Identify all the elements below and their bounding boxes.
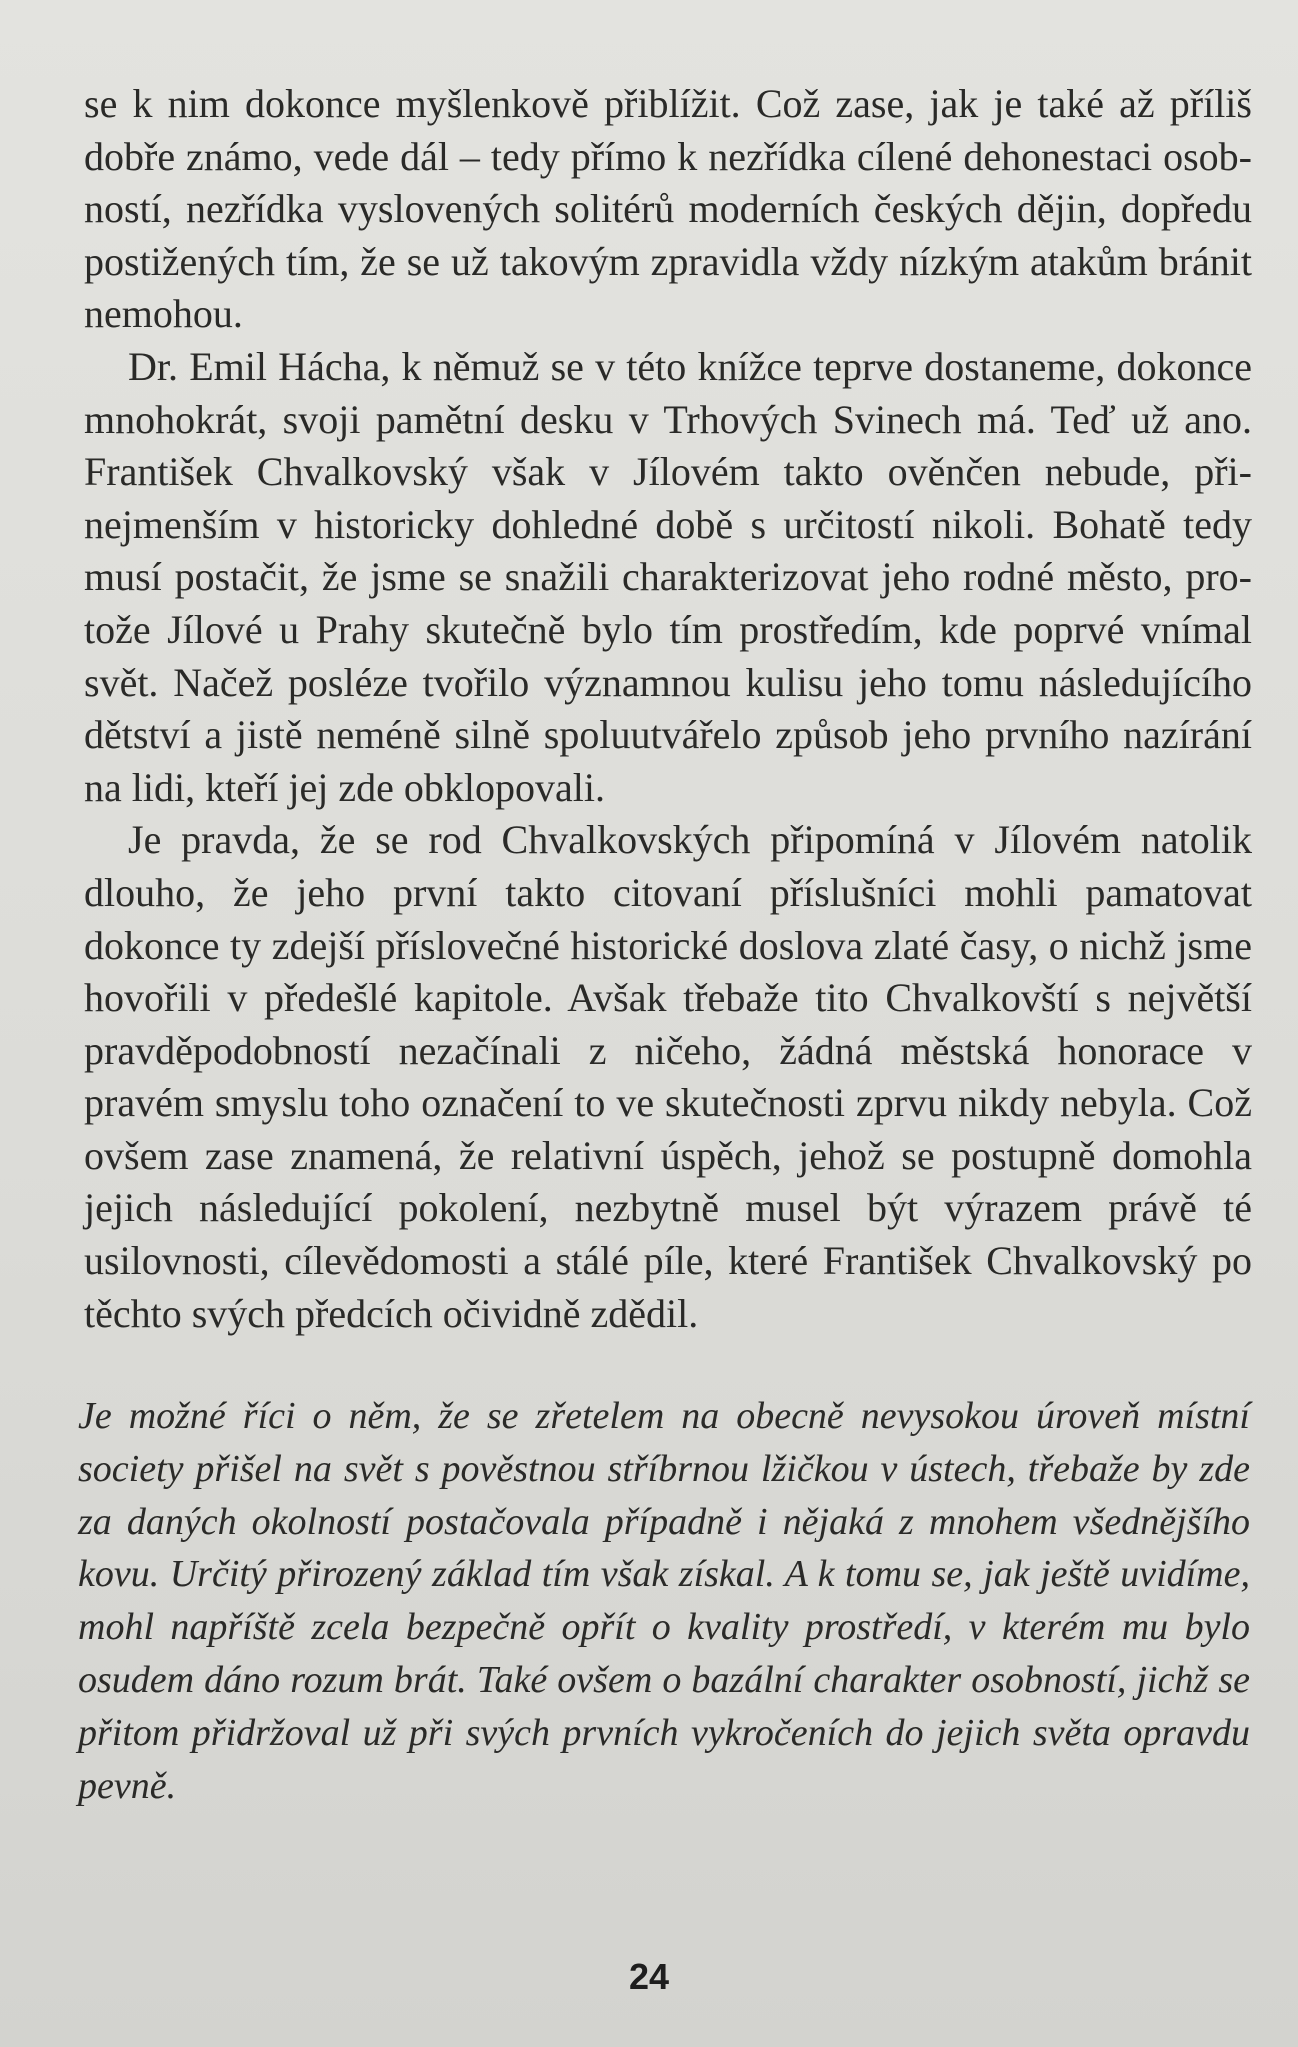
italic-summary xyxy=(78,1390,1250,1812)
paragraph-3: Je pravda, že se rod Chvalkovských připomíná v Jílovém natolik dlouho, že jeho první takto citovaní příslušníci mohli pamatovat dokonce ty zdejší příslovečné historické doslova zlaté časy, o nichž jsme hovořili v předešlé kapitole. Avšak třebaže tito Chvalkovští s největší pravděpodobností nezačínali z ničeho, žádná městská honorace v pravém smyslu toho označení to ve skutečnosti zprvu nikdy nebyla. Což ovšem zase znamená, že relativní úspěch, jehož se postupně domohla jejich následující pokolení, nezbytně musel být výrazem právě té usilovnosti, cílevědomosti a stálé píle, které František Chvalkovský po těchto svých předcích očividně zdědil. xyxy=(84,817,1252,1336)
italic-paragraph: Je možné říci o něm, že se zřetelem na obecně nevysokou úroveň místní society přišel na svět s pověstnou stříbrnou lžičkou v ústech, třebaže by zde za daných okolností postačovala případně i nějaká z mnohem všednějšího kovu. Určitý přirozený základ tím však získal. A k tomu se, jak ještě uvidíme, mohl napříště zcela bezpečně opřít o kvality prostředí, v kterém mu bylo osudem dáno rozum brát. Také ovšem o bazální charakter osobností, jichž se přitom přidržoval už při svých prvních vykročeních do jejich světa opravdu pevně. xyxy=(78,1395,1250,1807)
paragraph-1: se k nim dokonce myšlenkově přiblížit. Což zase, jak je také až příliš dobře známo, vede dál – tedy přímo k nezřídka cílené dehonestaci osobností, nezřídka vyslovených solitérů moderních českých dějin, dopředu postižených tím, že se už takovým zpravidla vždy nízkým atakům bránit nemohou. xyxy=(84,81,1252,337)
main-text xyxy=(84,78,1252,1340)
page-number: 24 xyxy=(628,1956,670,1997)
paragraph-2: Dr. Emil Hácha, k němuž se v této knížce teprve dostaneme, dokonce mnohokrát, svoji pamětní desku v Trhových Svinech má. Teď už ano. František Chvalkovský však v Jílovém takto ověnčen nebude, přinejmenším v historicky dohledné době s určitostí nikoli. Bohatě tedy musí postačit, že jsme se snažili charakterizovat jeho rodné město, protože Jílové u Prahy skutečně bylo tím prostředím, kde poprvé vnímal svět. Načež posléze tvořilo významnou kulisu jeho tomu následujícího dětství a jistě neméně silně spoluutvářelo způsob jeho prvního nazírání na lidi, kteří jej zde obklopovali. xyxy=(84,343,1252,810)
